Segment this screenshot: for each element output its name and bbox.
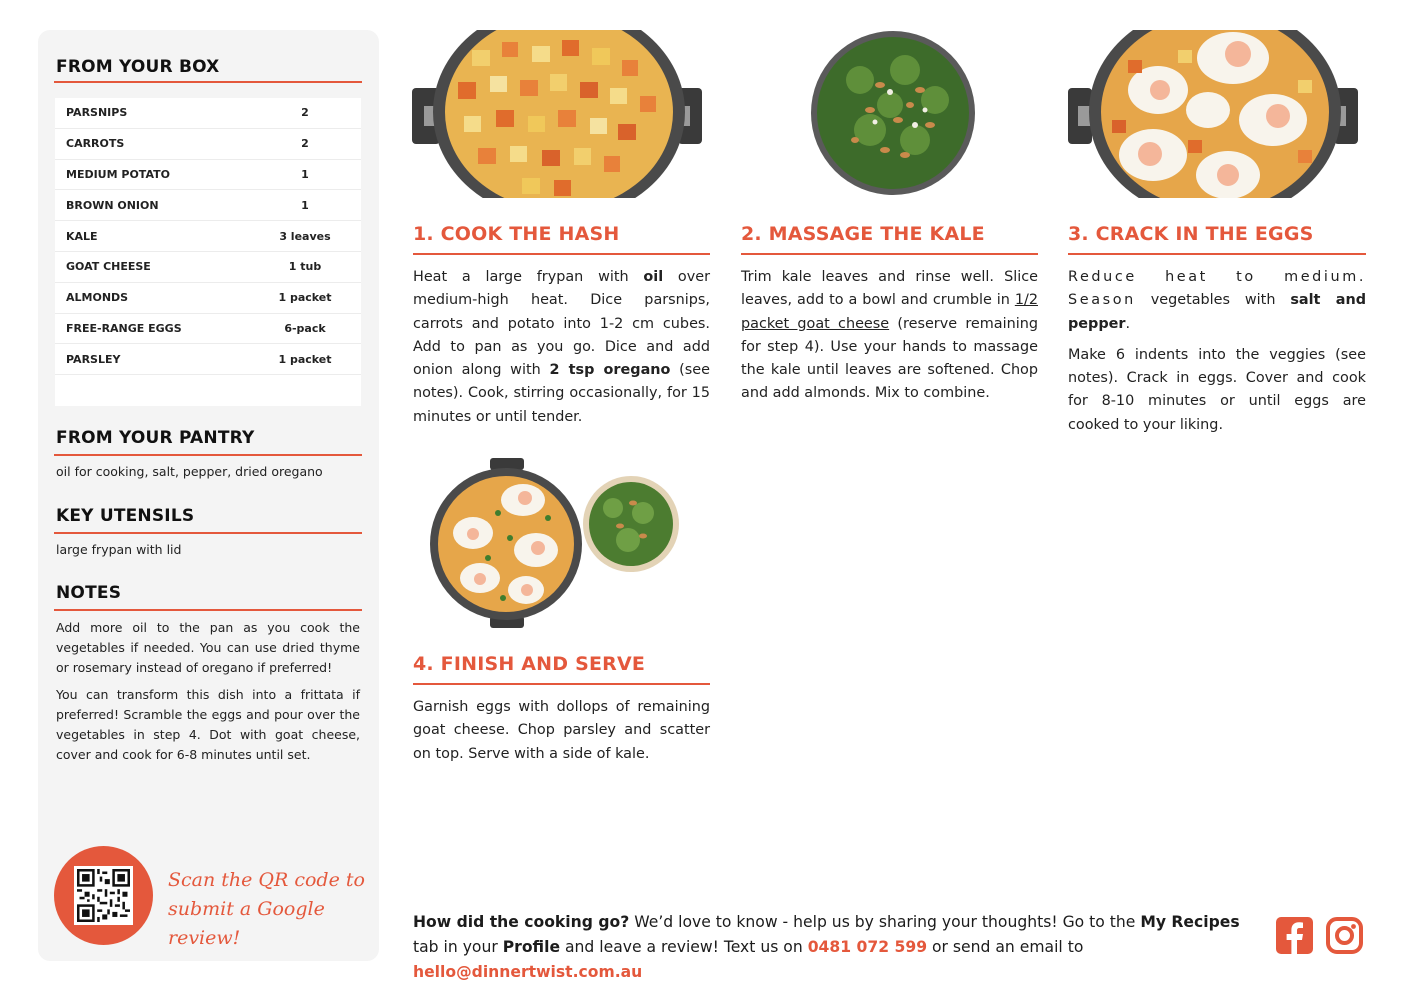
utensils-rule	[54, 532, 362, 534]
step-4-title: 4. FINISH AND SERVE	[413, 653, 646, 675]
ingredient-qty: 3 leaves	[279, 229, 331, 243]
ingredient-name: PARSLEY	[66, 352, 121, 366]
ingredient-qty: 1	[301, 198, 309, 212]
step-1-rule	[413, 253, 710, 255]
qr-caption	[168, 866, 368, 953]
ingredients-panel	[38, 30, 379, 961]
ingredient-row	[55, 160, 361, 191]
step-3-text-part: .	[1125, 315, 1131, 332]
footer-text-part: We’d love to know - help us by sharing your thoughts! Go to the	[629, 913, 1141, 931]
ingredient-row	[55, 129, 361, 160]
ingredient-qty: 6-pack	[284, 321, 326, 335]
notes-title: NOTES	[56, 583, 122, 603]
utensils-text: large frypan with lid	[56, 542, 182, 557]
step-3-rule	[1068, 253, 1366, 255]
pantry-title: FROM YOUR PANTRY	[56, 428, 255, 448]
step-1-title: 1. COOK THE HASH	[413, 223, 620, 245]
step-1-text-part: Heat a large frypan with	[413, 269, 644, 285]
step-4-rule	[413, 683, 710, 685]
step-4-paragraph: Garnish eggs with dollops of remaining goat cheese. Chop parsley and scatter on top. Serve with a side of kale.	[413, 699, 710, 762]
box-title: FROM YOUR BOX	[56, 57, 220, 77]
qr-badge[interactable]	[54, 846, 153, 945]
footer-text-part: and leave a review! Text us on	[560, 938, 808, 956]
step-1-photo	[412, 30, 702, 198]
ingredient-name: CARROTS	[66, 137, 125, 151]
ingredient-qty: 2	[301, 106, 309, 120]
ingredient-qty: 1	[301, 167, 309, 181]
notes-paragraph-1: Add more oil to the pan as you cook the vegetables if needed. You can use dried thyme or rosemary instead of oregano if preferred!	[56, 620, 360, 675]
ingredient-name: KALE	[66, 229, 98, 243]
utensils-title: KEY UTENSILS	[56, 506, 195, 526]
ingredient-row	[55, 98, 361, 129]
step-2-text-part: Trim kale leaves and rinse well. Slice leaves, add to a bowl and crumble in	[741, 269, 1038, 309]
footer-bold-my-recipes: My Recipes	[1140, 913, 1240, 931]
footer-text-part: tab in your	[413, 938, 503, 956]
notes-rule	[54, 609, 362, 611]
qr-caption-line-2: submit a Google review!	[168, 898, 325, 949]
footer-text-part: or send an email to	[927, 938, 1084, 956]
ingredients-table	[55, 98, 361, 406]
footer-bold-question: How did the cooking go?	[413, 913, 630, 931]
ingredient-qty: 1 packet	[278, 352, 332, 366]
ingredient-row	[55, 283, 361, 314]
ingredient-name: MEDIUM POTATO	[66, 167, 170, 181]
pantry-text: oil for cooking, salt, pepper, dried oregano	[56, 464, 323, 479]
step-3-photo	[1068, 30, 1358, 198]
step-1-bold-oil: oil	[643, 269, 664, 285]
qr-caption-line-1: Scan the QR code to	[168, 869, 365, 891]
step-3-text	[1068, 266, 1366, 445]
ingredient-row	[55, 221, 361, 252]
step-2-rule	[741, 253, 1038, 255]
step-3-paragraph-2: Make 6 indents into the veggies (see notes). Crack in eggs. Cover and cook for 8-10 minutes or until eggs are cooked to your liking.	[1068, 346, 1366, 433]
ingredient-qty: 2	[301, 137, 309, 151]
ingredient-row	[55, 190, 361, 221]
step-4-photo	[428, 458, 684, 630]
pantry-rule	[54, 454, 362, 456]
step-3-text-part: vegetables with	[1135, 292, 1291, 309]
qr-code-icon[interactable]	[74, 866, 133, 925]
footer-email-link[interactable]: hello@dinnertwist.com.au	[413, 963, 643, 981]
step-1-text-part: over medium-high heat. Dice parsnips, carrots and potato into 1-2 cm cubes. Add to pan as you go. Dice and add onion along with	[413, 269, 710, 379]
footer-phone-link[interactable]: 0481 072 599	[807, 938, 928, 956]
ingredient-name: PARSNIPS	[66, 106, 128, 120]
step-2-underlined-cheese: 1/2 packet goat cheese	[741, 292, 1038, 332]
review-footer	[413, 910, 1263, 985]
step-2-title: 2. MASSAGE THE KALE	[741, 223, 985, 245]
ingredient-qty: 1 tub	[288, 260, 322, 274]
box-rule	[54, 81, 362, 83]
step-4-text	[413, 696, 710, 774]
step-2-text	[741, 266, 1038, 414]
ingredient-name: BROWN ONION	[66, 198, 159, 212]
step-1-text	[413, 266, 710, 437]
facebook-icon[interactable]	[1276, 917, 1313, 954]
ingredient-row	[55, 252, 361, 283]
step-2-photo	[810, 30, 976, 196]
ingredient-name: GOAT CHEESE	[66, 260, 151, 274]
step-3-text-part: Reduce heat to medium. Season	[1068, 269, 1366, 309]
notes-text	[56, 618, 360, 772]
step-2-text-part: (reserve remaining for step 4). Use your hands to massage the kale until leaves are softened. Chop and add almonds. Mix to combine.	[741, 315, 1038, 402]
step-1-bold-oregano: 2 tsp oregano	[549, 362, 671, 379]
ingredient-name: FREE-RANGE EGGS	[66, 321, 182, 335]
ingredient-name: ALMONDS	[66, 291, 129, 305]
ingredient-row	[55, 344, 361, 375]
notes-paragraph-2: You can transform this dish into a frittata if preferred! Scramble the eggs and pour over the vegetables in step 4. Dot with goat cheese, cover and cook for 6-8 minutes until set.	[56, 687, 360, 762]
instagram-icon[interactable]	[1326, 917, 1363, 954]
step-3-title: 3. CRACK IN THE EGGS	[1068, 223, 1314, 245]
ingredient-qty: 1 packet	[278, 291, 332, 305]
step-3-bold-salt-pepper: salt and pepper	[1068, 292, 1366, 332]
footer-bold-profile: Profile	[502, 938, 561, 956]
step-1-text-part: (see notes). Cook, stirring occasionally, for 15 minutes or until tender.	[413, 362, 710, 425]
ingredient-row	[55, 314, 361, 345]
